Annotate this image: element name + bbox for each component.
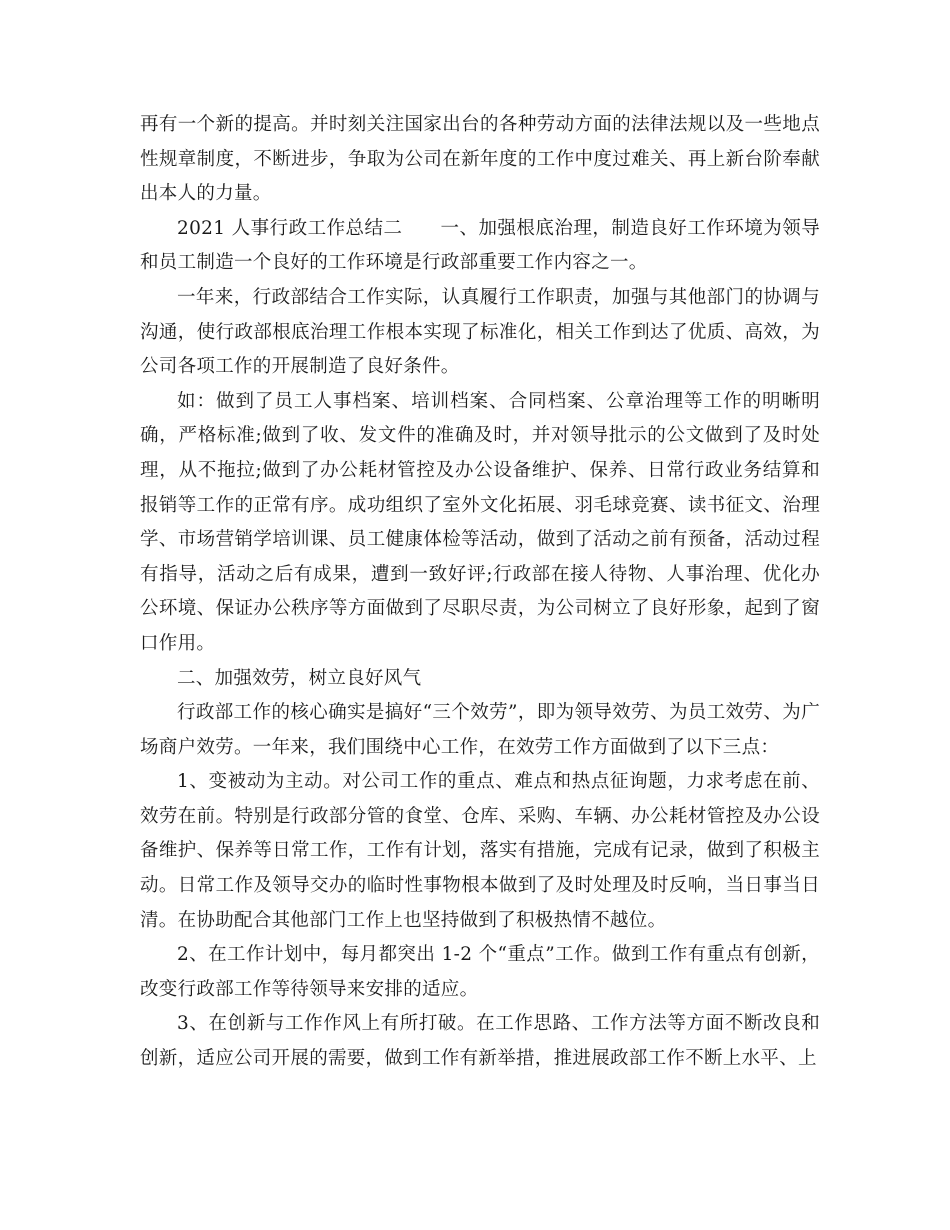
paragraph-6: 1、变被动为主动。对公司工作的重点、难点和热点征询题，力求考虑在前、效劳在前。特别是行政部分管的食堂、仓库、采购、车辆、办公耗材管控及办公设备维护、保养等日常工作，工作有计划，落实有措施，完成有记录，做到了积极主动。日常工作及领导交办的临时性事物根本做到了及时处理及时反响，当日事当日清。在协助配合其他部门工作上也坚持做到了积极热情不越位。 (140, 771, 820, 931)
paragraph-3: 一年来，行政部结合工作实际，认真履行工作职责，加强与其他部门的协调与沟通，使行政部根底治理工作根本实现了标准化，相关工作到达了优质、高效，为公司各项工作的开展制造了良好条件。 (140, 286, 820, 378)
paragraph-5: 行政部工作的核心确实是搞好“三个效劳”，即为领导效劳、为员工效劳、为广场商户效劳。一年来，我们围绕中心工作，在效劳工作方面做到了以下三点： (140, 702, 820, 758)
document-body (140, 108, 820, 1077)
paragraph-8: 3、在创新与工作作风上有所打破。在工作思路、工作方法等方面不断改良和创新，适应公司开展的需要，做到工作有新举措，推进展政部工作不断上水平、上 (140, 1013, 820, 1070)
paragraph-1: 再有一个新的提高。并时刻关注国家出台的各种劳动方面的法律法规以及一些地点性规章制度，不断进步，争取为公司在新年度的工作中度过难关、再上新台阶奉献出本人的力量。 (140, 114, 820, 205)
paragraph-4: 如：做到了员工人事档案、培训档案、合同档案、公章治理等工作的明晰明确，严格标准;做到了收、发文件的准确及时，并对领导批示的公文做到了及时处理，从不拖拉;做到了办公耗材管控及办公设备维护、保养、日常行政业务结算和报销等工作的正常有序。成功组织了室外文化拓展、羽毛球竞赛、读书征文、治理学、市场营销学培训课、员工健康体检等活动，做到了活动之前有预备，活动过程有指导，活动之后有成果，遭到一致好评;行政部在接人待物、人事治理、优化办公环境、保证办公秩序等方面做到了尽职尽责，为公司树立了良好形象，起到了窗口作用。 (140, 390, 820, 654)
section-heading-2: 二、加强效劳，树立良好风气 (177, 667, 422, 689)
paragraph-2: 2021 人事行政工作总结二 一、加强根底治理，制造良好工作环境为领导和员工制造一个良好的工作环境是行政部重要工作内容之一。 (140, 217, 820, 274)
paragraph-7: 2、在工作计划中，每月都突出 1-2 个“重点”工作。做到工作有重点有创新，改变行政部工作等待领导来安排的适应。 (140, 944, 820, 1000)
